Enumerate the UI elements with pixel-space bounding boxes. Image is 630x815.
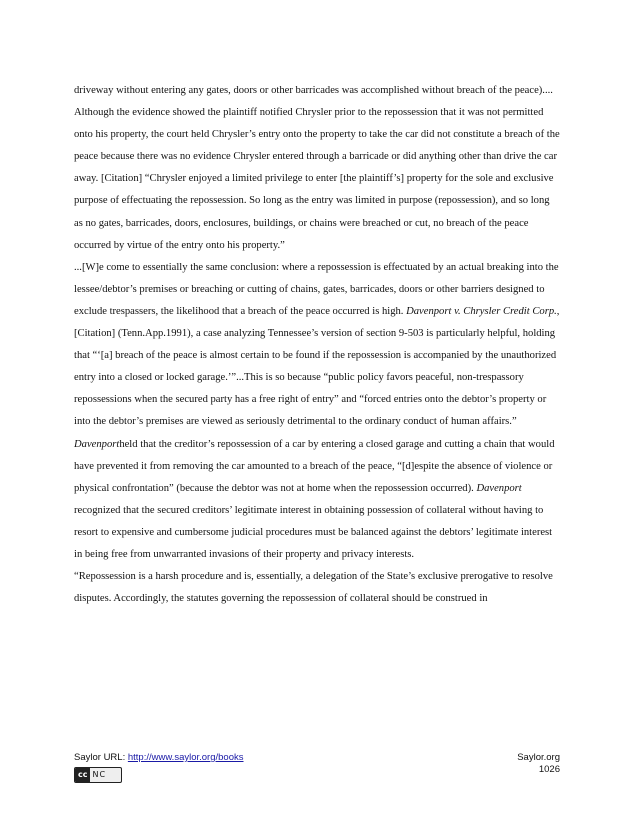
paragraph (74, 102, 560, 257)
text-run: , [Citation] (Tenn.App.1991), a case analyzing Tennessee’s version of section 9-503 is particularly helpful, holding that “‘[a] breach of the peace is almost certain to be found if the repossession is accompanied by the unauthorized entry into a closed or locked garage.’”...This is so because “public policy favors peaceful, non-trespassory repossessions when the secured party has a free right of entry” and “forced entries onto the debtor’s property or into the debtor’s premises are viewed as seriously detrimental to the ordinary conduct of human affairs.” (74, 305, 560, 428)
footer-source (74, 752, 244, 783)
text-run: “Repossession is a harsh procedure and is, essentially, a delegation of the State’s exclusive prerogative to resolve disputes. Accordingly, the statutes governing the repossession of collateral should be construed in (74, 571, 553, 605)
text-run: recognized that the secured creditors’ legitimate interest in obtaining possession of collateral without having to resort to expensive and cumbersome judicial procedures must be balanced against the debtors’ legitimate interest in being free from unwarranted invasions of their property and privacy interests. (74, 504, 553, 560)
creative-commons-license-icon[interactable] (74, 767, 122, 783)
text-run: held that the creditor’s repossession of a car by entering a closed garage and cutting a chain that would have prevented it from removing the car amounted to a breach of the peace, “[d]espite the absence of violence or physical confrontation” (because the debtor was not at home when the repossession occurred). (74, 438, 555, 494)
cc-logo: cc (75, 768, 90, 782)
case-citation: Davenport (476, 482, 522, 494)
cc-license-tags: NC (92, 770, 107, 779)
text-run: Although the evidence showed the plaintiff notified Chrysler prior to the repossession that it was not permitted onto his property, the court held Chrysler’s entry onto the property to take the car did not constitute a breach of the peace because there was no evidence Chrysler entered through a barricade or did anything other than drive the car away. [Citation] “Chrysler enjoyed a limited privilege to enter [the plaintiff’s] property for the sole and exclusive purpose of effectuating the repossession. So long as the entry was limited in purpose (repossession), and so long as no gates, barricades, doors, enclosures, buildings, or chains were breached or cut, no breach of the peace occurred by virtue of the entry onto his property.” (74, 107, 560, 251)
footer-site-name: Saylor.org (517, 752, 560, 763)
text-run: driveway without entering any gates, doors or other barricades was accomplished without breach of the peace).... (74, 85, 553, 96)
case-citation: Davenport v. Chrysler Credit Corp. (406, 305, 557, 317)
paragraph (74, 80, 560, 102)
footer-page-info (517, 752, 560, 776)
paragraph (74, 257, 560, 566)
footer-url-label: Saylor URL: (74, 752, 128, 763)
document-body (74, 80, 560, 610)
page-number: 1026 (538, 764, 560, 775)
case-citation: Davenport (74, 438, 120, 450)
paragraph (74, 566, 560, 610)
saylor-books-link[interactable]: http://www.saylor.org/books (127, 752, 244, 763)
text-run: ...[W]e come to essentially the same conclusion: where a repossession is effectuated by an actual breaking into the lessee/debtor’s premises or breaching or cutting of chains, gates, barricades, doors or other barriers designed to exclude trespassers, the likelihood that a breach of the peace occurred is high. (74, 261, 559, 317)
